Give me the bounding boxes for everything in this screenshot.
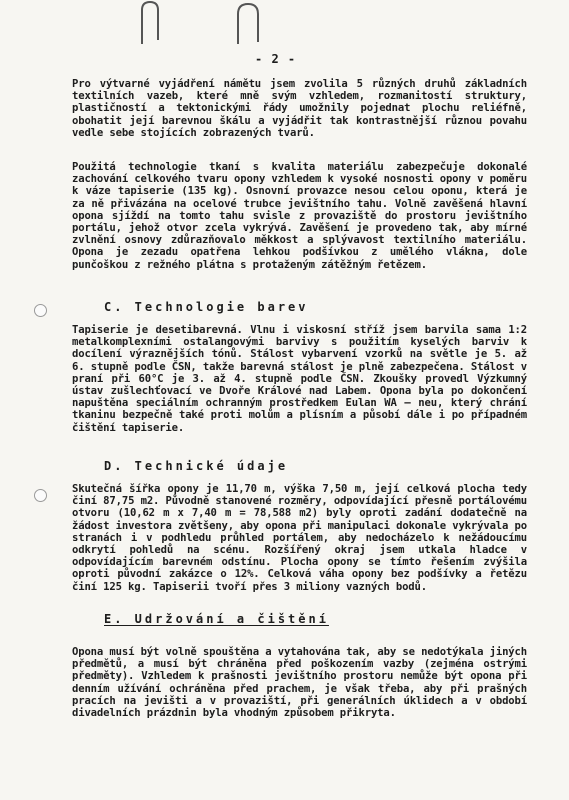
paperclip-icon <box>128 0 288 46</box>
paragraph-weaving-technology: Použitá technologie tkaní s kvalita materiálu zabezpečuje dokonalé zachování celkového tvaru opony vzhledem k vysoké nosnosti opony v poměru k váze tapiserie (135 kg). Osnovní provazce nesou celou oponu, která je za ně přivázána na ocelové trubce jevištního tahu. Volně zavěšená hlavní opona sjíždí na tomto tahu svisle z provaziště do prostoru jevištního portálu, jehož otvor zcela vykrývá. Zavěšení je provedeno tak, aby mírné zvlnění osnovy zdůrazňovalo měkkost a splývavost textilního materiálu. Opona je zezadu opatřena lehkou podšívkou z umělého vlákna, dole punčoškou z režného plátna s protaženým zátěžným řetězem. <box>72 161 527 271</box>
heading-technical-data: D. Technické údaje <box>104 459 289 473</box>
paragraph-color-technology: Tapiserie je desetibarevná. Vlnu i viskosní stříž jsem barvila sama 1:2 metalkomplexními ostalangovými barvivy s použitím kyselých barviv k docílení výraznějších tónů. Stálost vybarvení vzorků na světle je 5. až 6. stupně podle ČSN, takže barevná stálost je plně zabezpečena. Stálost v praní při 60°C je 3. až 4. stupně podle ČSN. Zkoušky provedl Výzkumný ústav zušlechťovací ve Dvoře Králové nad Labem. Opona byla po dokončení napuštěna speciálním ochranným prostředkem Eulan WA – neu, který chrání tkaninu bezpečně také proti molům a plísním a působí dále i po případném čištění tapiserie. <box>72 324 527 434</box>
paragraph-technical-data: Skutečná šířka opony je 11,70 m, výška 7,50 m, její celková plocha tedy činí 87,75 m2. Původně stanovené rozměry, odpovídající přesně portálovému otvoru (10,62 m x 7,40 m = 78,588 m2) byly oproti zadání dodatečně na žádost investora zvětšeny, aby opona při manipulaci dokonale vykrývala po stranách i v podhledu průhled portálem, aby nedocházelo k nežádoucímu odkrytí pohledů na scénu. Rozšířený okraj jsem utkala hladce v odpovídajícím barevném odstínu. Plocha opony se tímto řešením zvýšila oproti původní zakázce o 12%. Celková váha opony bez podšívky a řetězu činí 125 kg. Tapiserii tvoří přes 3 miliony vazných bodů. <box>72 483 527 593</box>
page-number: - 2 - <box>255 52 297 66</box>
heading-color-technology: C. Technologie barev <box>104 300 309 314</box>
paragraph-design-intent: Pro výtvarné vyjádření námětu jsem zvolila 5 různých druhů základních textilních vazeb, které mně svým vzhledem, rozmanitostí struktury, plastičností a tektonickými řády umožnily pojednat plochu reliéfně, obohatit její barevnou škálu a vyjádřit tak kontrastnější různou povahu vedle sebe stojících zobrazených tvarů. <box>72 78 527 139</box>
paragraph-maintenance: Opona musí být volně spouštěna a vytahována tak, aby se nedotýkala jiných předmětů, a musí být chráněna před poškozením vazby (zejména ostrými předměty). Vzhledem k prašnosti jevištního prostoru nemůže být opona při denním užívání ochráněna před prachem, je však třeba, aby při prašných pracích na jevišti a v provaziští, při generálních úklidech a v období divadelních prázdnin byla vhodným způsobem přikryta. <box>72 646 527 720</box>
punch-hole-lower <box>34 489 47 502</box>
heading-maintenance: E. Udržování a čištění <box>104 612 329 626</box>
punch-hole-upper <box>34 304 47 317</box>
